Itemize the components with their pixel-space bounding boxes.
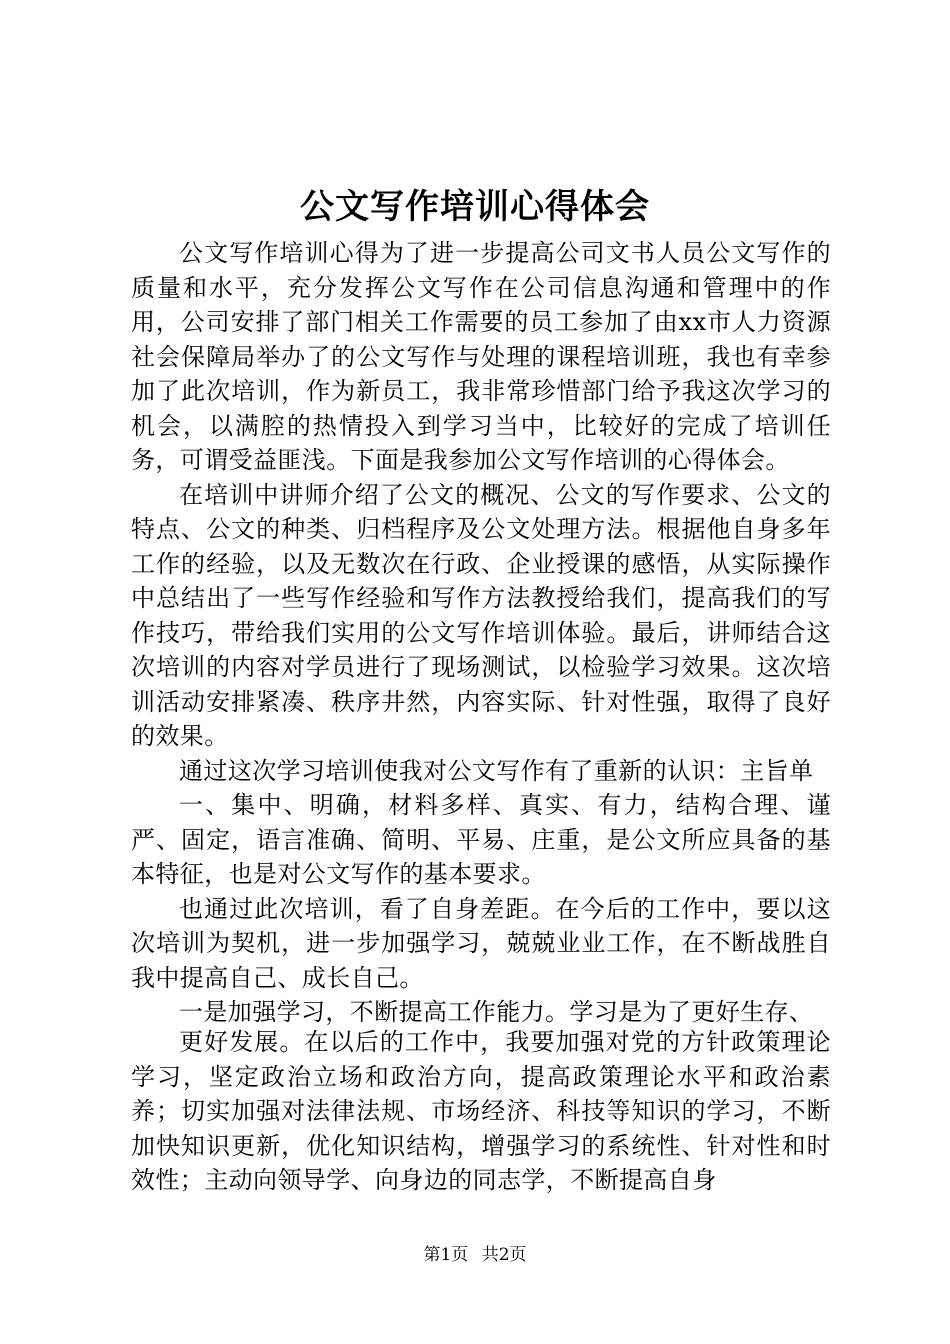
page-number: 第1页 [423,1245,469,1265]
document-body [131,236,831,1030]
paragraph-point-one: 一是加强学习，不断提高工作能力。学习是为了更好生存、 [179,998,814,1026]
paragraph-basic-features: 一、集中、明确，材料多样、真实、有力，结构合理、谨严、固定，语言准确、简明、平易、庄重，是公文所应具备的基本特征，也是对公文写作的基本要求。 [131,791,831,888]
paragraph-new-understanding: 通过这次学习培训使我对公文写作有了重新的认识：主旨单 [179,756,814,785]
paragraph-self-gap: 也通过此次培训，看了自身差距。在今后的工作中，要以这次培训为契机，进一步加强学习，兢兢业业工作，在不断战胜自我中提高自己、成长自己。 [131,894,831,992]
paragraph-better-development: 更好发展。在以后的工作中，我要加强对党的方针政策理论学习，坚定政治立场和政治方向，提高政策理论水平和政治素养；切实加强对法律法规、市场经济、科技等知识的学习，不断加快知识更新，优化知识结构，增强学习的系统性、针对性和时效性；主动向领导学、向身边的同志学，不断提高自身 [131,1028,831,1194]
page-total: 共2页 [481,1245,527,1265]
page-footer [0,1243,950,1267]
paragraph-training-content: 在培训中讲师介绍了公文的概况、公文的写作要求、公文的特点、公文的种类、归档程序及公文处理方法。根据他自身多年工作的经验，以及无数次在行政、企业授课的感悟，从实际操作中总结出了一些写作经验和写作方法教授给我们，提高我们的写作技巧，带给我们实用的公文写作培训体验。最后，讲师结合这次培训的内容对学员进行了现场测试，以检验学习效果。这次培训活动安排紧凑、秩序井然，内容实际、针对性强，取得了良好的效果。 [131,480,831,750]
paragraph-intro: 公文写作培训心得为了进一步提高公司文书人员公文写作的质量和水平，充分发挥公文写作在公司信息沟通和管理中的作用，公司安排了部门相关工作需要的员工参加了由xx市人力资源社会保障局举办了的公文写作与处理的课程培训班，我也有幸参加了此次培训，作为新员工，我非常珍惜部门给予我这次学习的机会，以满腔的热情投入到学习当中，比较好的完成了培训任务，可谓受益匪浅。下面是我参加公文写作培训的心得体会。 [131,239,831,474]
document-body-continued [131,1025,831,1198]
document-title: 公文写作培训心得体会 [300,187,650,227]
